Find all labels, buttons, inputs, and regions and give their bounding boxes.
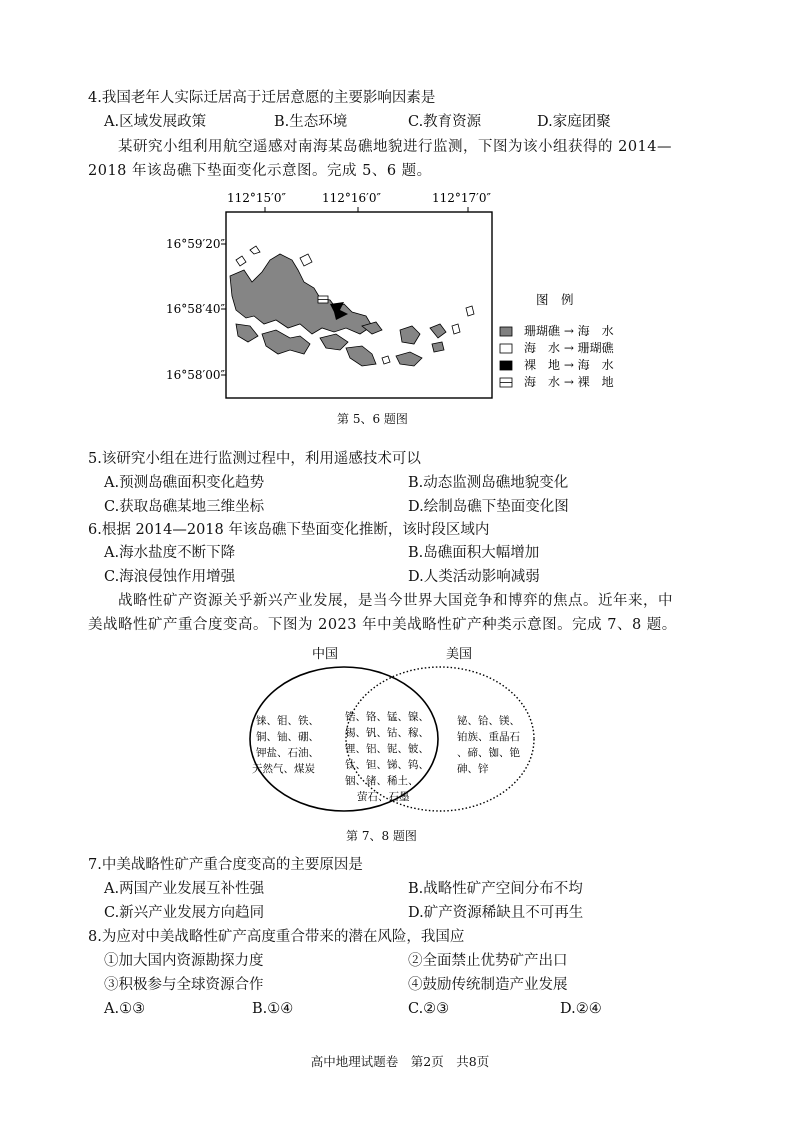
q7-stem: 7.中美战略性矿产重合度变高的主要原因是 bbox=[88, 857, 363, 873]
venn-both bbox=[345, 710, 429, 803]
q8-option-b: B.①④ bbox=[252, 1001, 294, 1017]
venn-label-usa: 美国 bbox=[446, 647, 473, 662]
q4-option-b: B.生态环境 bbox=[274, 114, 348, 130]
china-only-line-2: 铜、铀、硼、 bbox=[256, 731, 319, 743]
q7-option-d: D.矿产资源稀缺且不可再生 bbox=[408, 905, 584, 921]
both-line-4: 钛、钽、锑、钨、 bbox=[345, 759, 429, 771]
legend-label-3: 裸 地 → 海 水 bbox=[524, 358, 614, 372]
lat-label-2: 16°58′40″ bbox=[166, 302, 226, 316]
lat-label-1: 16°59′20″ bbox=[166, 237, 226, 251]
legend-label-2: 海 水 → 珊瑚礁 bbox=[524, 341, 614, 355]
lon-label-1: 112°15′0″ bbox=[227, 191, 287, 205]
legend-swatch-coral-to-sea bbox=[500, 327, 512, 336]
legend-label-1: 珊瑚礁 → 海 水 bbox=[524, 324, 614, 338]
q4-option-d: D.家庭团聚 bbox=[537, 114, 611, 130]
q8-statement-4: ④鼓励传统制造产业发展 bbox=[408, 977, 568, 993]
venn-label-china: 中国 bbox=[312, 647, 339, 662]
both-line-2: 锡、钒、钴、稼、 bbox=[345, 727, 429, 739]
q4-stem: 4.我国老年人实际迁居高于迁居意愿的主要影响因素是 bbox=[88, 90, 436, 106]
legend-title: 图 例 bbox=[536, 292, 574, 307]
q8-statement-3: ③积极参与全球资源合作 bbox=[104, 977, 264, 993]
both-line-6: 萤石、石墨 bbox=[357, 791, 410, 803]
usa-only-line-2: 铂族、重晶石 bbox=[457, 731, 520, 743]
reef-change-map bbox=[0, 188, 800, 428]
usa-only-line-3: 、碲、铷、铯 bbox=[457, 747, 520, 759]
q8-stem: 8.为应对中美战略性矿产高度重合带来的潜在风险，我国应 bbox=[88, 929, 465, 945]
q7-option-c: C.新兴产业发展方向趋同 bbox=[104, 905, 265, 921]
legend-swatch-sea-to-coral bbox=[500, 344, 512, 353]
q7-option-b: B.战略性矿产空间分布不均 bbox=[408, 881, 583, 897]
q6-option-b: B.岛礁面积大幅增加 bbox=[408, 545, 540, 561]
both-line-5: 铟、锗、稀土、 bbox=[345, 775, 419, 787]
q8-option-a: A.①③ bbox=[104, 1001, 146, 1017]
q5-option-a: A.预测岛礁面积变化趋势 bbox=[104, 475, 265, 491]
q6-option-c: C.海浪侵蚀作用增强 bbox=[104, 569, 236, 585]
q5-stem: 5.该研究小组在进行监测过程中，利用遥感技术可以 bbox=[88, 451, 421, 467]
both-line-3: 锂、铝、铌、铍、 bbox=[345, 743, 429, 755]
map-caption: 第 5、6 题图 bbox=[337, 412, 408, 426]
venn-usa-only bbox=[457, 714, 520, 775]
legend-swatch-bare-to-sea bbox=[500, 361, 512, 370]
q5-option-c: C.获取岛礁某地三维坐标 bbox=[104, 499, 265, 515]
usa-only-line-4: 砷、锌 bbox=[457, 763, 489, 775]
venn-caption: 第 7、8 题图 bbox=[346, 829, 417, 843]
q7-option-a: A.两国产业发展互补性强 bbox=[104, 881, 265, 897]
q6-stem: 6.根据 2014—2018 年该岛礁下垫面变化推断，该时段区域内 bbox=[88, 522, 490, 538]
venn-china-only bbox=[252, 714, 319, 775]
q8-option-c: C.②③ bbox=[408, 1001, 450, 1017]
china-only-line-1: 铼、钼、铁、 bbox=[256, 715, 319, 727]
intro-56-line2: 2018 年该岛礁下垫面变化示意图。完成 5、6 题。 bbox=[88, 163, 432, 179]
q5-option-b: B.动态监测岛礁地貌变化 bbox=[408, 475, 569, 491]
q6-option-d: D.人类活动影响减弱 bbox=[408, 569, 540, 585]
both-line-1: 锆、铬、锰、镍、 bbox=[345, 711, 429, 723]
legend-label-4: 海 水 → 裸 地 bbox=[524, 375, 614, 389]
usa-only-line-1: 铋、铪、镁、 bbox=[457, 715, 520, 727]
q8-option-d: D.②④ bbox=[560, 1001, 602, 1017]
q8-statement-1: ①加大国内资源勘探力度 bbox=[104, 953, 264, 969]
intro-78-line2: 美战略性矿产重合度变高。下图为 2023 年中美战略性矿产种类示意图。完成 7、8 题。 bbox=[88, 617, 677, 633]
q6-option-a: A.海水盐度不断下降 bbox=[104, 545, 236, 561]
q8-statement-2: ②全面禁止优势矿产出口 bbox=[408, 953, 568, 969]
legend bbox=[500, 323, 615, 389]
china-only-line-4: 天然气、煤炭 bbox=[252, 763, 315, 775]
page-footer: 高中地理试题卷 第2页 共8页 bbox=[310, 1054, 490, 1069]
lon-label-3: 112°17′0″ bbox=[432, 191, 492, 205]
lon-label-2: 112°16′0″ bbox=[322, 191, 382, 205]
sea-to-bare-land bbox=[318, 296, 328, 303]
q5-option-d: D.绘制岛礁下垫面变化图 bbox=[408, 499, 569, 515]
venn-diagram bbox=[0, 640, 800, 820]
intro-78-line1: 战略性矿产资源关乎新兴产业发展，是当今世界大国竞争和博弈的焦点。近年来，中 bbox=[118, 593, 673, 609]
q4-option-a: A.区域发展政策 bbox=[104, 114, 207, 130]
q4-option-c: C.教育资源 bbox=[408, 114, 482, 130]
lat-label-3: 16°58′00″ bbox=[166, 368, 226, 382]
china-only-line-3: 钾盐、石油、 bbox=[256, 747, 319, 759]
intro-56-line1: 某研究小组利用航空遥感对南海某岛礁地貌进行监测，下图为该小组获得的 2014— bbox=[118, 139, 673, 155]
